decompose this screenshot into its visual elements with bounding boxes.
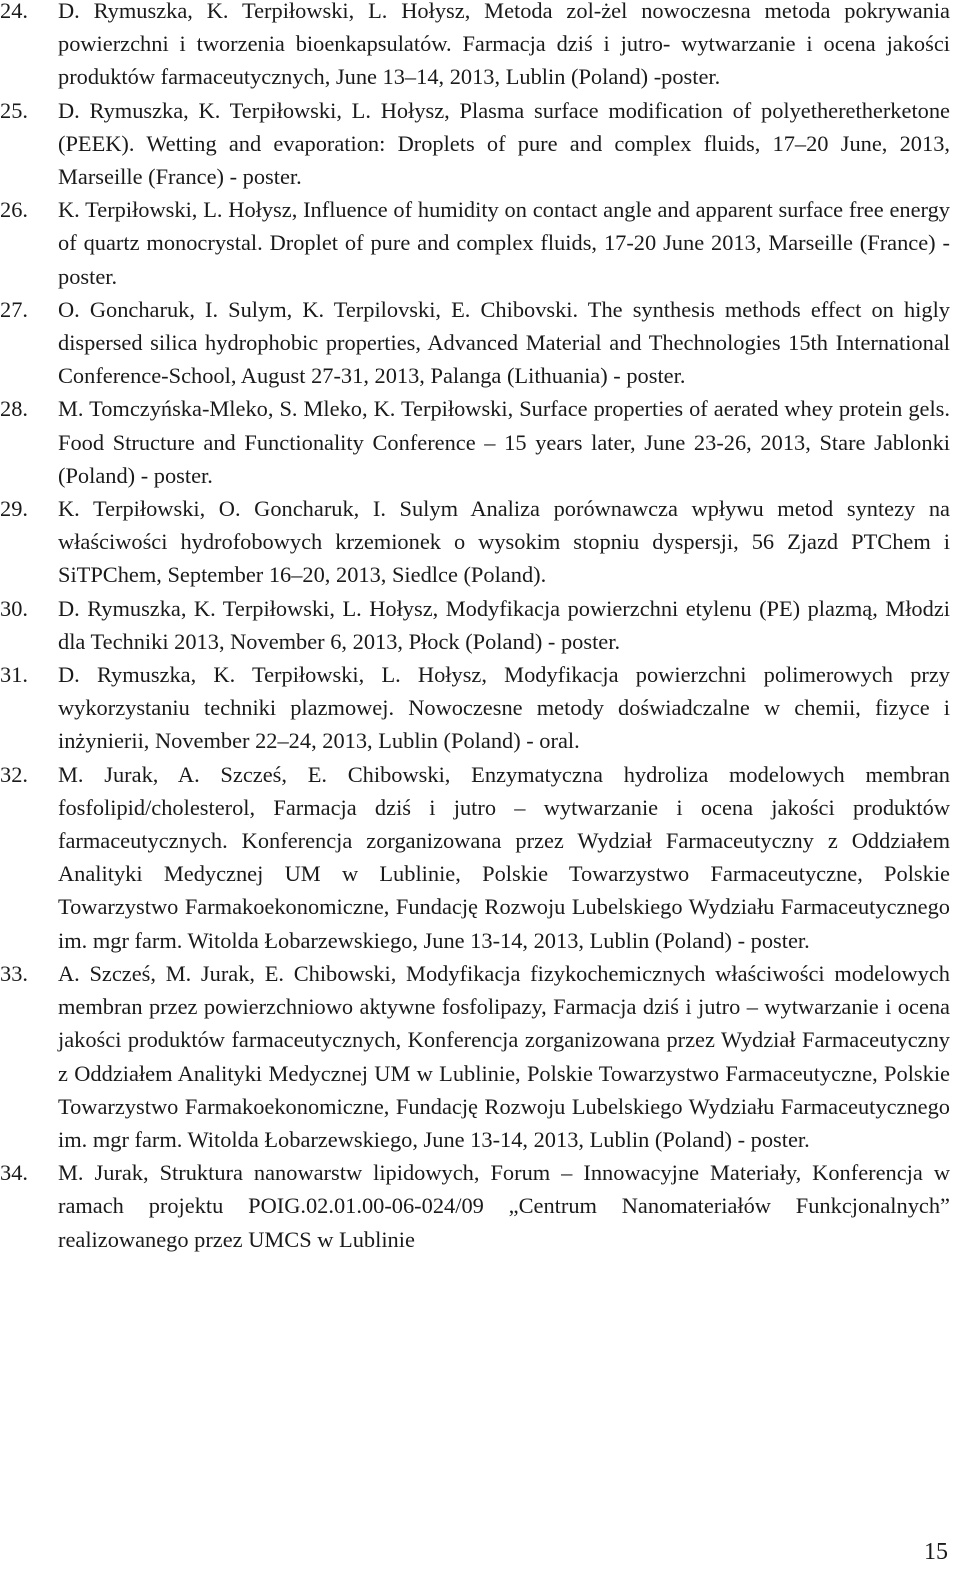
reference-text: K. Terpiłowski, O. Goncharuk, I. Sulym Analiza porównawcza wpływu metod syntezy na właściwości hydrofobowych krzemionek o wysokim stopniu dyspersji, 56 Zjazd PTChem i SiTPChem, September 16–20, 2013, Siedlce (Poland). [58,496,950,588]
reference-text: D. Rymuszka, K. Terpiłowski, L. Hołysz, Metoda zol-żel nowoczesna metoda pokrywania powierzchni i tworzenia bioenkapsulatów. Farmacja dziś i jutro- wytwarzanie i ocena jakości produktów farmaceutycznych, June 13–14, 2013, Lublin (Poland) -poster. [58,0,950,90]
reference-text: M. Jurak, Struktura nanowarstw lipidowych, Forum – Innowacyjne Materiały, Konferencja w ramach projektu POIG.02.01.00-06-024/09 „Centrum Nanomateriałów Funkcjonalnych” realizowanego przez UMCS w Lublinie [58,1160,950,1252]
reference-number: 33. [0,960,28,986]
list-item [0,392,960,492]
list-item [0,492,960,592]
reference-text: D. Rymuszka, K. Terpiłowski, L. Hołysz, Modyfikacja powierzchni etylenu (PE) plazmą, Młodzi dla Techniki 2013, November 6, 2013, Płock (Poland) - poster. [58,595,950,654]
list-item [0,592,960,658]
list-item [0,1156,960,1256]
reference-number: 25. [0,97,28,123]
reference-text: O. Goncharuk, I. Sulym, K. Terpilovski, E. Chibovski. The synthesis methods effect on higly dispersed silica hydrophobic properties, Advanced Material and Thechnologies 15th International Conference-School, August 27-31, 2013, Palanga (Lithuania) - poster. [58,296,950,389]
reference-text: M. Tomczyńska-Mleko, S. Mleko, K. Terpiłowski, Surface properties of aerated whey protein gels. Food Structure and Functionality Conference – 15 years later, June 23-26, 2013, Stare Jablonki (Poland) - poster. [58,396,950,488]
reference-text: K. Terpiłowski, L. Hołysz, Influence of humidity on contact angle and apparent surface free energy of quartz monocrystal. Droplet of pure and complex fluids, 17-20 June 2013, Marseille (France) - poster. [58,197,950,289]
list-item [0,758,960,957]
list-item [0,0,960,94]
reference-text: M. Jurak, A. Szcześ, E. Chibowski, Enzymatyczna hydroliza modelowych membran fosfolipid/cholesterol, Farmacja dziś i jutro – wytwarzanie i ocena jakości produktów farmaceutycznych. Konferencja zorganizowana przez Wydział Farmaceutyczny z Oddziałem Analityki Medycznej UM w Lublinie, Polskie Towarzystwo Farmaceutyczne, Polskie Towarzystwo Farmakoekonomiczne, Fundację Rozwoju Lubelskiego Wydziału Farmaceutycznego im. mgr farm. Witolda Łobarzewskiego, June 13-14, 2013, Lublin (Poland) - poster. [58,761,950,953]
reference-number: 24. [0,0,28,23]
reference-text: D. Rymuszka, K. Terpiłowski, L. Hołysz, Modyfikacja powierzchni polimerowych przy wykorzystaniu techniki plazmowej. Nowoczesne metody doświadczalne w chemii, fizyce i inżynierii, November 22–24, 2013, Lublin (Poland) - oral. [58,662,950,754]
list-item [0,193,960,293]
reference-number: 27. [0,296,28,322]
reference-text: D. Rymuszka, K. Terpiłowski, L. Hołysz, Plasma surface modification of polyetheretherketone (PEEK). Wetting and evaporation: Droplets of pure and complex fluids, 17–20 June, 2013, Marseille (France) - poster. [58,97,950,190]
page-number: 15 [924,1539,948,1565]
reference-text: A. Szcześ, M. Jurak, E. Chibowski, Modyfikacja fizykochemicznych właściwości modelowych membran przez powierzchniowo aktywne fosfolipazy, Farmacja dziś i jutro – wytwarzanie i ocena jakości produktów farmaceutycznych, Konferencja zorganizowana przez Wydział Farmaceutyczny z Oddziałem Analityki Medycznej UM w Lublinie, Polskie Towarzystwo Farmaceutyczne, Polskie Towarzystwo Farmakoekonomiczne, Fundację Rozwoju Lubelskiego Wydziału Farmaceutycznego im. mgr farm. Witolda Łobarzewskiego, June 13-14, 2013, Lublin (Poland) - poster. [58,960,950,1152]
reference-number: 32. [0,761,28,787]
list-item [0,957,960,1156]
list-item [0,94,960,194]
reference-number: 28. [0,396,28,422]
reference-number: 29. [0,496,28,522]
list-item [0,293,960,393]
reference-number: 30. [0,595,28,621]
reference-number: 34. [0,1160,28,1186]
list-item [0,658,960,758]
reference-number: 26. [0,197,28,223]
reference-number: 31. [0,662,28,688]
